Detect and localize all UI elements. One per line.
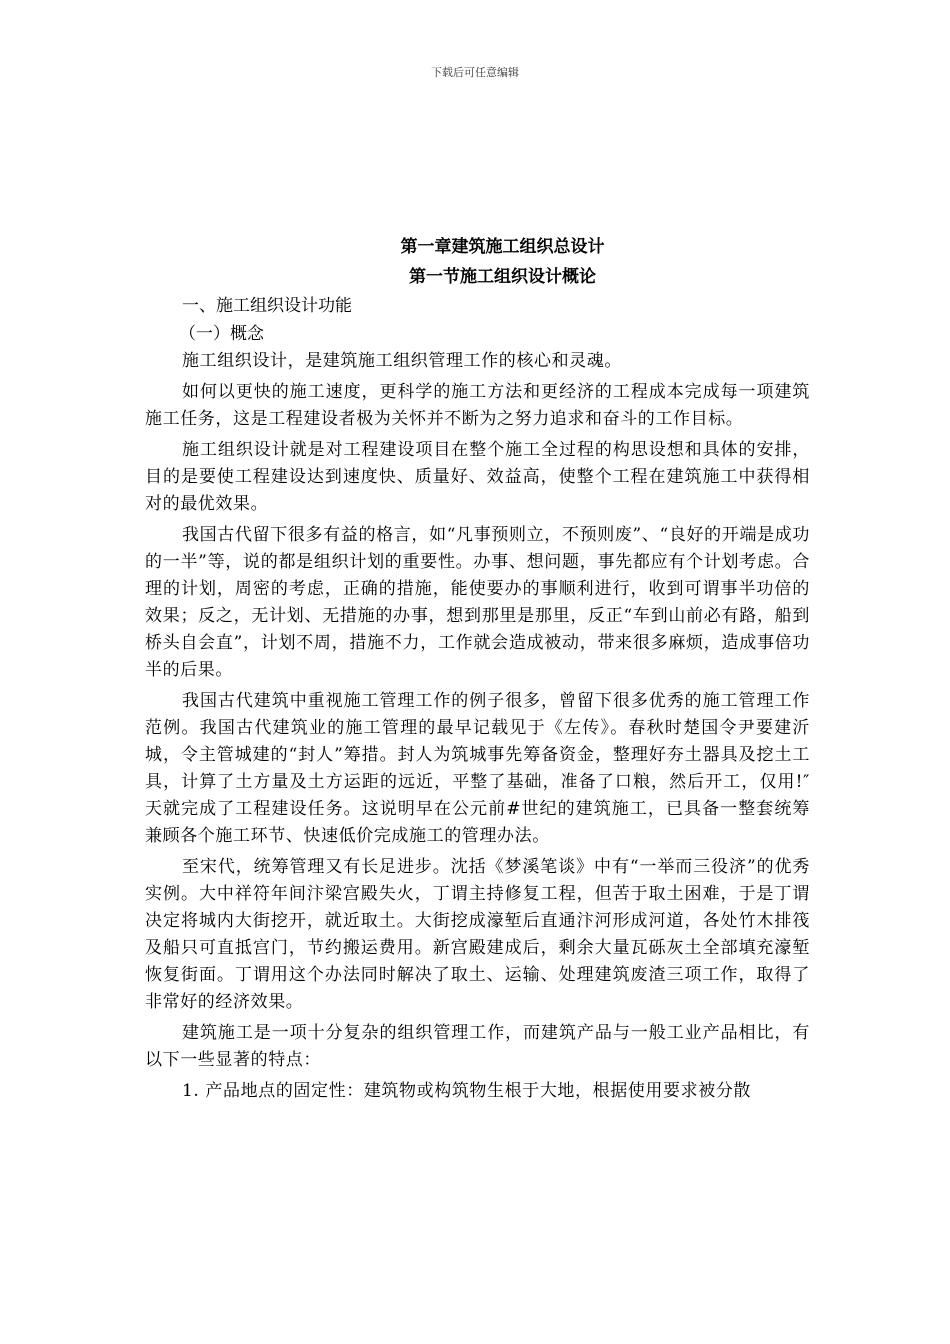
heading-level-2: （一）概念 [179, 324, 264, 344]
section-title: 第一节施工组织设计概论 [409, 267, 596, 287]
paragraph: 施工组织设计就是对工程建设项目在整个施工全过程的构思设想和具体的安排，目的是要使工程建设达到速度快、质量好、效益高，使整个工程在建筑施工中获得相对的最优效果。 [145, 440, 810, 514]
paragraph: 我国古代建筑中重视施工管理工作的例子很多，曾留下很多优秀的施工管理工作范例。我国古代建筑业的施工管理的最早记载见于《左传》。春秋时楚国令尹要建沂城，令主管城建的“封人”筹措。封人为筑城事先筹备资金，整理好夯土器具及挖土工具，计算了土方量及土方运距的远近，平整了基础，准备了口粮，然后开工，仅用!″天就完成了工程建设任务。这说明早在公元前#世纪的建筑施工，已具备一整套统筹兼顾各个施工环节、快速低价完成施工的管理办法。 [145, 691, 810, 846]
paragraph: 如何以更快的施工速度，更科学的施工方法和更经济的工程成本完成每一项建筑施工任务，这是工程建设者极为关怀并不断为之努力追求和奋斗的工作目标。 [145, 382, 810, 429]
chapter-title: 第一章建筑施工组织总设计 [400, 237, 605, 257]
page-header-note: 下载后可任意编辑 [431, 66, 519, 79]
paragraph: 建筑施工是一项十分复杂的组织管理工作，而建筑产品与一般工业产品相比，有以下一些显著的特点： [145, 1023, 810, 1070]
paragraph: 施工组织设计，是建筑施工组织管理工作的核心和灵魂。 [182, 351, 622, 371]
heading-level-1: 一、施工组织设计功能 [182, 296, 352, 316]
paragraph: 至宋代，统筹管理又有长足进步。沈括《梦溪笔谈》中有“一举而三役济”的优秀实例。大中祥符年间汴梁宫殿失火，丁谓主持修复工程，但苦于取土困难，于是丁谓决定将城内大街挖开，就近取土。大街挖成濠堑后直通汴河形成河道，各处竹木排筏及船只可直抵宫门，节约搬运费用。新宫殿建成后，剩余大量瓦砾灰土全部填充濠堑恢复街面。丁谓用这个办法同时解决了取土、运输、处理建筑废渣三项工作，取得了非常好的经济效果。 [145, 857, 810, 1012]
document-body [145, 232, 810, 1109]
list-item-paragraph: 1. 产品地点的固定性：建筑物或构筑物生根于大地，根据使用要求被分散 [182, 1081, 752, 1101]
paragraph: 我国古代留下很多有益的格言，如“凡事预则立，不预则废”、“良好的开端是成功的一半”等，说的都是组织计划的重要性。办事、想问题，事先都应有个计划考虑。合理的计划，周密的考虑，正确的措施，能使要办的事顺利进行，收到可谓事半功倍的效果；反之，无计划、无措施的办事，想到那里是那里，反正“车到山前必有路，船到桥头自会直”，计划不周，措施不力，工作就会造成被动，带来很多麻烦，造成事倍功半的后果。 [145, 525, 810, 680]
